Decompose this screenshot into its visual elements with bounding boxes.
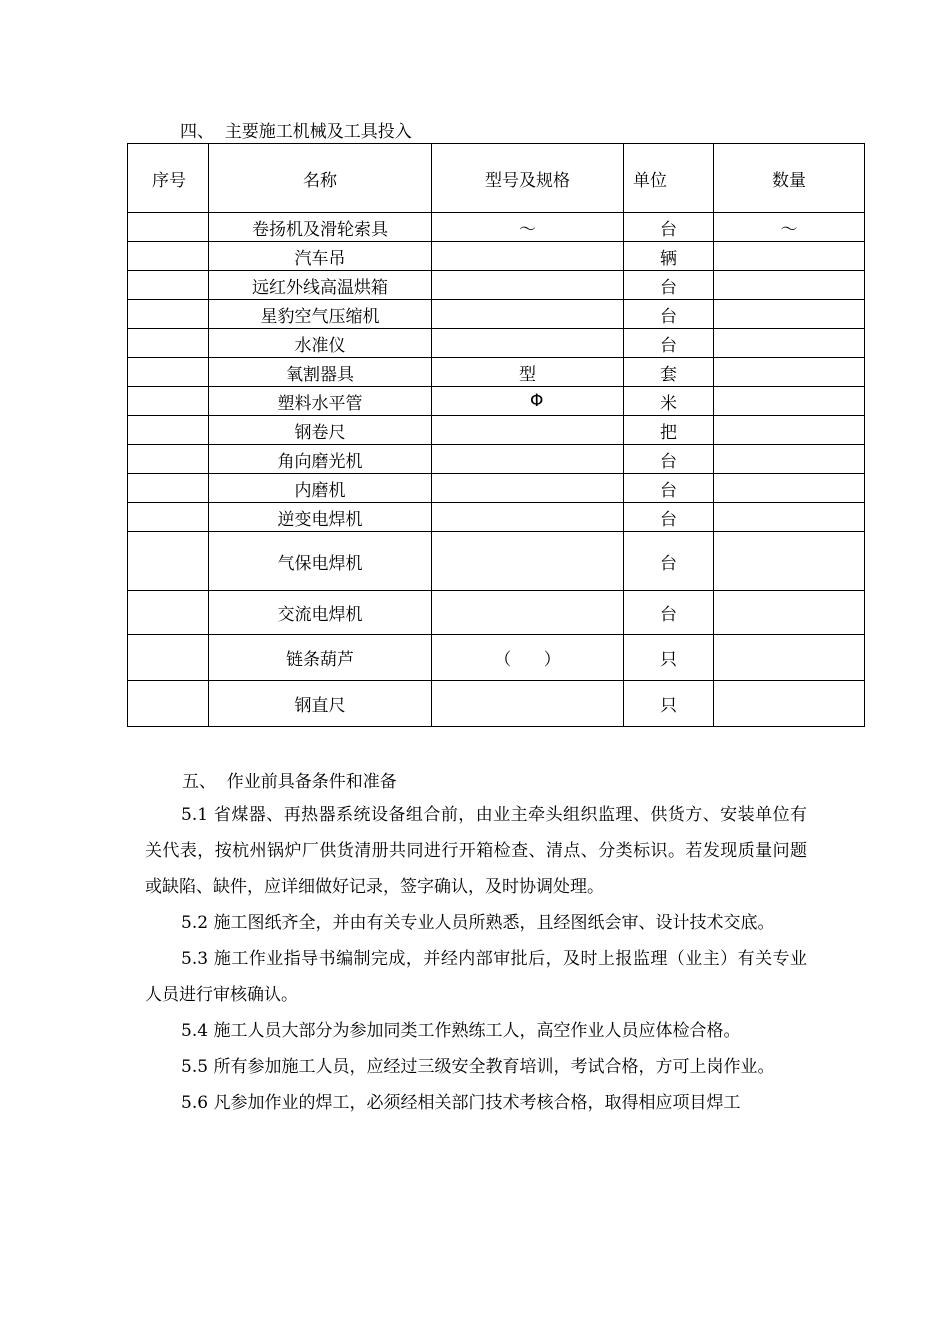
- cell-name: 水准仪: [209, 329, 432, 358]
- cell-name: 内磨机: [209, 474, 432, 503]
- cell-unit: 米: [624, 387, 714, 416]
- cell-name: 逆变电焊机: [209, 503, 432, 532]
- cell-name: 星豹空气压缩机: [209, 300, 432, 329]
- cell-unit: 台: [624, 591, 714, 635]
- section-5-body: [145, 797, 807, 1121]
- cell-unit: 只: [624, 635, 714, 681]
- cell-seq: [128, 474, 209, 503]
- cell-qty: [714, 503, 865, 532]
- table-row: [128, 635, 865, 681]
- cell-seq: [128, 681, 209, 727]
- cell-seq: [128, 591, 209, 635]
- paragraph-5-4: 5.4 施工人员大部分为参加同类工作熟练工人，高空作业人员应体检合格。: [181, 1021, 741, 1041]
- cell-qty: [714, 300, 865, 329]
- table-header-row: [128, 144, 865, 213]
- cell-seq: [128, 445, 209, 474]
- section-4-title: 四、 主要施工机械及工具投入: [180, 122, 412, 142]
- cell-unit: 台: [624, 474, 714, 503]
- header-qty: 数量: [714, 144, 865, 213]
- cell-spec: [432, 300, 624, 329]
- cell-unit: 台: [624, 271, 714, 300]
- cell-name: 气保电焊机: [209, 532, 432, 591]
- paragraph-5-3: 5.3 施工作业指导书编制完成，并经内部审批后，及时上报监理（业主）有关专业人员进行审核确认。: [145, 949, 807, 1005]
- table-row: [128, 681, 865, 727]
- cell-unit: 辆: [624, 242, 714, 271]
- cell-seq: [128, 387, 209, 416]
- cell-seq: [128, 358, 209, 387]
- cell-spec: [432, 532, 624, 591]
- cell-spec: [432, 271, 624, 300]
- table-row: [128, 358, 865, 387]
- cell-unit: 台: [624, 300, 714, 329]
- table-row: [128, 532, 865, 591]
- table-row: [128, 329, 865, 358]
- cell-unit: 套: [624, 358, 714, 387]
- table-row: [128, 445, 865, 474]
- cell-name: 卷扬机及滑轮索具: [209, 213, 432, 242]
- cell-spec: 型: [432, 358, 624, 387]
- cell-qty: [714, 242, 865, 271]
- header-name: 名称: [209, 144, 432, 213]
- cell-qty: [714, 416, 865, 445]
- paragraph-5-5: 5.5 所有参加施工人员，应经过三级安全教育培训，考试合格，方可上岗作业。: [181, 1057, 775, 1077]
- cell-spec: [432, 416, 624, 445]
- cell-name: 汽车吊: [209, 242, 432, 271]
- cell-seq: [128, 329, 209, 358]
- header-spec: 型号及规格: [432, 144, 624, 213]
- table-row: [128, 300, 865, 329]
- cell-seq: [128, 300, 209, 329]
- cell-spec: （ ）: [432, 635, 624, 681]
- cell-spec: [432, 503, 624, 532]
- cell-seq: [128, 213, 209, 242]
- cell-seq: [128, 271, 209, 300]
- table-row: [128, 387, 865, 416]
- table-row: [128, 591, 865, 635]
- cell-seq: [128, 416, 209, 445]
- cell-seq: [128, 532, 209, 591]
- cell-name: 角向磨光机: [209, 445, 432, 474]
- cell-spec: [432, 445, 624, 474]
- cell-name: 氧割器具: [209, 358, 432, 387]
- cell-spec: [432, 329, 624, 358]
- table-row: [128, 416, 865, 445]
- cell-qty: [714, 635, 865, 681]
- cell-spec: [432, 681, 624, 727]
- cell-qty: [714, 532, 865, 591]
- table-row: [128, 242, 865, 271]
- cell-name: 钢直尺: [209, 681, 432, 727]
- cell-qty: [714, 591, 865, 635]
- cell-unit: 台: [624, 329, 714, 358]
- cell-qty: [714, 387, 865, 416]
- cell-seq: [128, 635, 209, 681]
- cell-spec: [432, 474, 624, 503]
- section-5-title: 五、 作业前具备条件和准备: [182, 772, 397, 792]
- cell-qty: [714, 358, 865, 387]
- cell-seq: [128, 242, 209, 271]
- cell-unit: 台: [624, 532, 714, 591]
- cell-spec: ～: [432, 213, 624, 242]
- cell-qty: [714, 445, 865, 474]
- table-row: [128, 213, 865, 242]
- cell-spec: Φ: [432, 387, 624, 416]
- cell-name: 远红外线高温烘箱: [209, 271, 432, 300]
- cell-unit: 只: [624, 681, 714, 727]
- equipment-table: [127, 143, 865, 727]
- cell-unit: 台: [624, 213, 714, 242]
- cell-unit: 台: [624, 445, 714, 474]
- cell-qty: [714, 474, 865, 503]
- header-unit: 单位: [624, 144, 714, 213]
- table-row: [128, 271, 865, 300]
- cell-unit: 把: [624, 416, 714, 445]
- cell-qty: [714, 271, 865, 300]
- cell-name: 链条葫芦: [209, 635, 432, 681]
- table-row: [128, 474, 865, 503]
- cell-qty: ～: [714, 213, 865, 242]
- cell-spec: [432, 242, 624, 271]
- paragraph-5-2: 5.2 施工图纸齐全，并由有关专业人员所熟悉，且经图纸会审、设计技术交底。: [181, 913, 775, 933]
- paragraph-5-1: 5.1 省煤器、再热器系统设备组合前，由业主牵头组织监理、供货方、安装单位有关代表，按杭州锅炉厂供货清册共同进行开箱检查、清点、分类标识。若发现质量问题或缺陷、缺件，应详细做好记录，签字确认，及时协调处理。: [145, 805, 807, 897]
- paragraph-5-6: 5.6 凡参加作业的焊工，必须经相关部门技术考核合格，取得相应项目焊工: [181, 1093, 741, 1113]
- cell-qty: [714, 681, 865, 727]
- cell-unit: 台: [624, 503, 714, 532]
- header-seq: 序号: [128, 144, 209, 213]
- cell-name: 钢卷尺: [209, 416, 432, 445]
- cell-seq: [128, 503, 209, 532]
- cell-name: 塑料水平管: [209, 387, 432, 416]
- cell-name: 交流电焊机: [209, 591, 432, 635]
- cell-spec: [432, 591, 624, 635]
- table-row: [128, 503, 865, 532]
- cell-qty: [714, 329, 865, 358]
